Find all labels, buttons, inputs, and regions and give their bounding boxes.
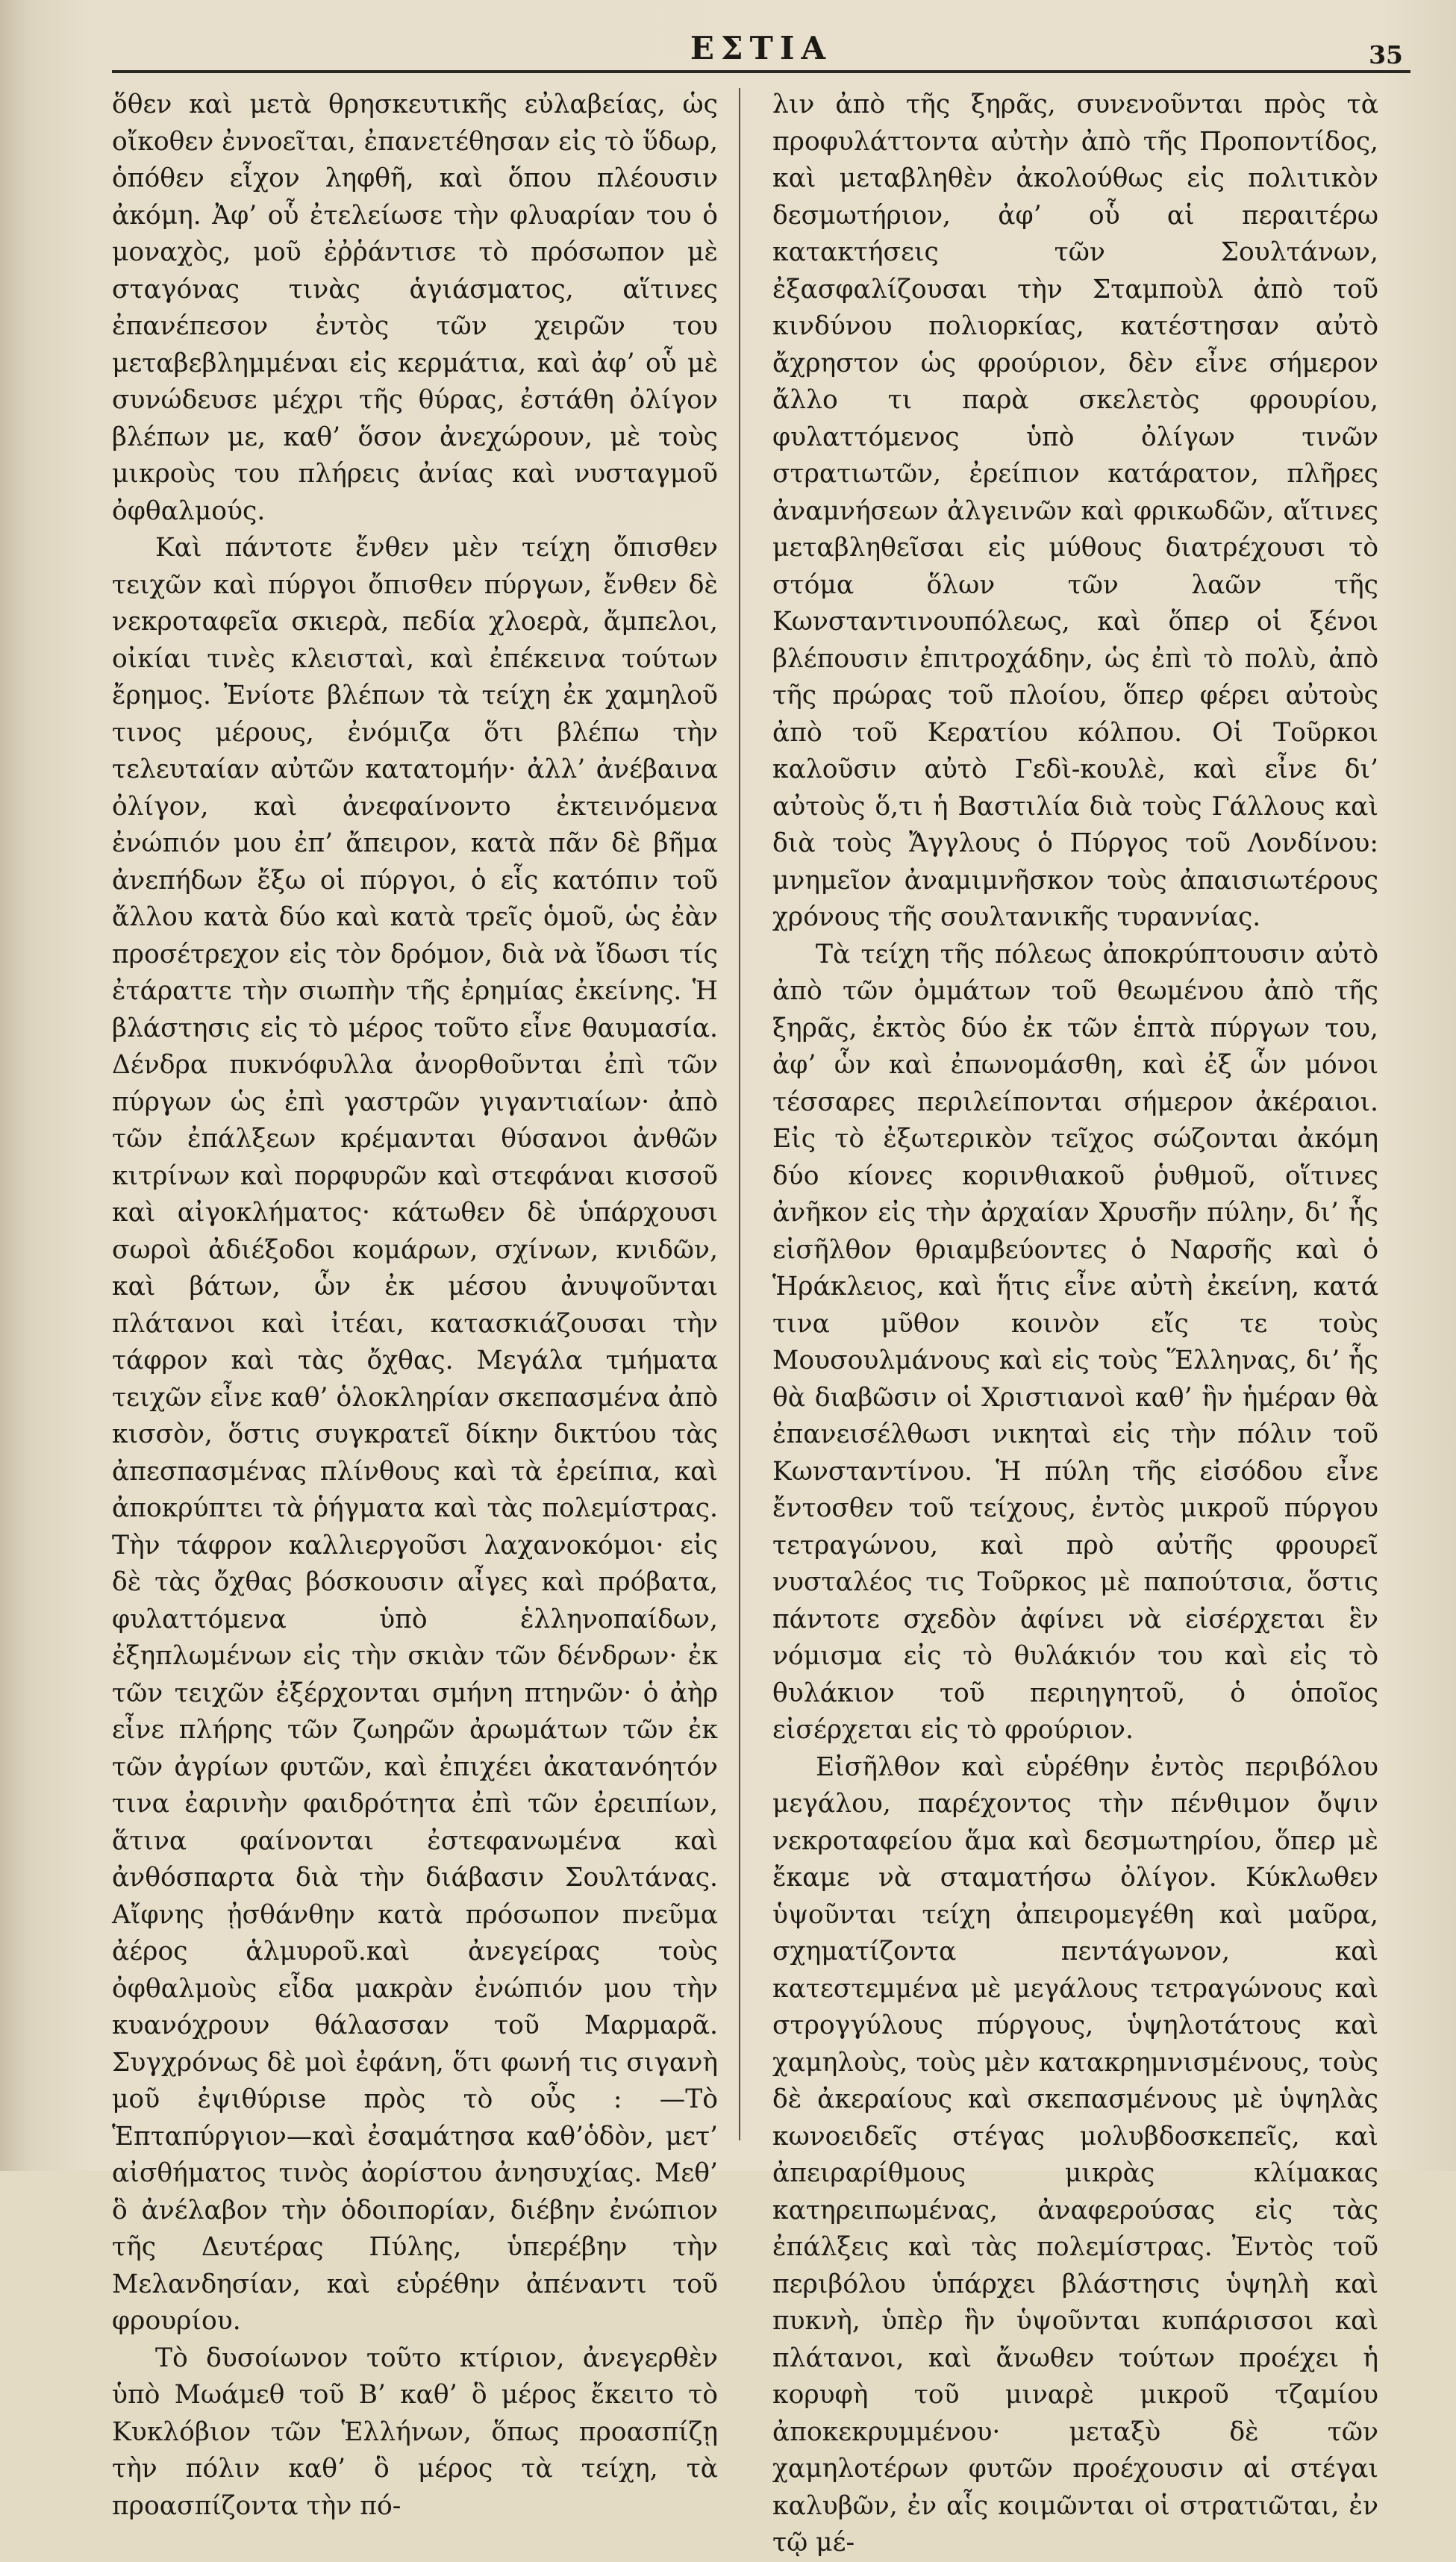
column-divider	[739, 88, 740, 2140]
right-column	[772, 87, 1378, 2562]
left-paragraph-3: Τὸ δυσοίωνον τοῦτο κτίριον, ἀνεγερθὲν ὑπὸ Μωάμεθ τοῦ Β’ καθ’ ὃ μέρος ἔκειτο τὸ Κυκλόβιον τῶν Ἑλλήνων, ὅπως προασπίζῃ τὴν πόλιν καθ’ ὃ μέρος τὰ τείχη, τὰ προασπίζοντα τὴν πό-	[112, 2343, 718, 2521]
left-paragraph-2: Καὶ πάντοτε ἔνθεν μὲν τείχη ὄπισθεν τειχῶν καὶ πύργοι ὄπισθεν πύργων, ἔνθεν δὲ νεκροταφεῖα σκιερὰ, πεδία χλοερὰ, ἄμπελοι, οἰκίαι τινὲς κλεισταὶ, καὶ ἐπέκεινα τούτων ἔρημος. Ἐνίοτε βλέπων τὰ τείχη ἐκ χαμηλοῦ τινος μέρους, ἐνόμιζα ὅτι βλέπω τὴν τελευταίαν αὐτῶν κατατομήν· ἀλλ’ ἀνέβαινα ὀλίγον, καὶ ἀνεφαίνοντο ἐκτεινόμενα ἐνώπιόν μου ἐπ’ ἄπειρον, κατὰ πᾶν δὲ βῆμα ἀνεπήδων ἔξω οἱ πύργοι, ὁ εἷς κατόπιν τοῦ ἄλλου κατὰ δύο καὶ κατὰ τρεῖς ὁμοῦ, ὡς ἐὰν προσέτρεχον εἰς τὸν δρόμον, διὰ νὰ ἴδωσι τίς ἐτάραττε τὴν σιωπὴν τῆς ἐρημίας ἐκείνης. Ἡ βλάστησις εἰς τὸ μέρος τοῦτο εἶνε θαυμασία. Δένδρα πυκνόφυλλα ἀνορθοῦνται ἐπὶ τῶν πύργων ὡς ἐπὶ γαστρῶν γιγαντιαίων· ἀπὸ τῶν ἐπάλξεων κρέμανται θύσανοι ἀνθῶν κιτρίνων καὶ πορφυρῶν καὶ στεφάναι κισσοῦ καὶ αἰγοκλήματος· κάτωθεν δὲ ὑπάρχουσι σωροὶ ἀδιέξοδοι κομάρων, σχίνων, κνιδῶν, καὶ βάτων, ὧν ἐκ μέσου ἀνυψοῦνται πλάτανοι καὶ ἰτέαι, κατασκιάζουσαι τὴν τάφρον καὶ τὰς ὄχθας. Μεγάλα τμήματα τειχῶν εἶνε καθ’ ὁλοκληρίαν σκεπασμένα ἀπὸ κισσὸν, ὅστις συγκρατεῖ δίκην δικτύου τὰς ἀπεσπασμένας πλίνθους καὶ τὰ ἐρείπια, καὶ ἀποκρύπτει τὰ ῥήγματα καὶ τὰς πολεμίστρας. Τὴν τάφρον καλλιεργοῦσι λαχανοκόμοι· εἰς δὲ τὰς ὄχθας βόσκουσιν αἶγες καὶ πρόβατα, φυλαττόμενα ὑπὸ ἑλληνοπαίδων, ἐξηπλωμένων εἰς τὴν σκιὰν τῶν δένδρων· ἐκ τῶν τειχῶν ἐξέρχονται σμήνη πτηνῶν· ὁ ἀὴρ εἶνε πλήρης τῶν ζωηρῶν ἀρωμάτων τῶν ἐκ τῶν ἀγρίων φυτῶν, καὶ ἐπιχέει ἀκατανόητόν τινα ἐαρινὴν φαιδρότητα ἐπὶ τῶν ἐρειπίων, ἅτινα φαίνονται ἐστεφανωμένα καὶ ἀνθόσπαρτα διὰ τὴν διάβασιν Σουλτάνας. Αἴφνης ᾐσθάνθην κατὰ πρόσωπον πνεῦμα ἀέρος ἁλμυροῦ.καὶ ἀνεγείρας τοὺς ὀφθαλμοὺς εἶδα μακρὰν ἐνώπιόν μου τὴν κυανόχρουν θάλασσαν τοῦ Μαρμαρᾶ. Συγχρόνως δὲ μοὶ ἐφάνη, ὅτι φωνή τις σιγανὴ μοῦ ἐψιθύριse πρὸς τὸ οὖς : —Τὸ Ἑπταπύργιον—καὶ ἐσαμάτησα καθ’ὁδὸν, μετ’ αἰσθήματος τινὸς ἀορίστου ἀνησυχίας. Μεθ’ ὃ ἀνέλαβον τὴν ὁδοιπορίαν, διέβην ἐνώπιον τῆς Δευτέρας Πύλης, ὑπερέβην τὴν Μελανδησίαν, καὶ εὑρέθην ἀπέναντι τοῦ φρουρίου.	[112, 533, 718, 2336]
left-column	[112, 87, 718, 2525]
left-paragraph-1: ὅθεν καὶ μετὰ θρησκευτικῆς εὐλαβείας, ὡς οἴκοθεν ἐννοεῖται, ἐπανετέθησαν εἰς τὸ ὕδωρ, ὁπόθεν εἶχον ληφθῆ, καὶ ὅπου πλέουσιν ἀκόμη. Ἀφ’ οὗ ἐτελείωσε τὴν φλυαρίαν του ὁ μοναχὸς, μοῦ ἐῤῥάντισε τὸ πρόσωπον μὲ σταγόνας τινὰς ἁγιάσματος, αἵτινες ἐπανέπεσον ἐντὸς τῶν χειρῶν του μεταβεβλημμέναι εἰς κερμάτια, καὶ ἀφ’ οὗ μὲ συνώδευσε μέχρι τῆς θύρας, ἐστάθη ὀλίγον βλέπων με, καθ’ ὅσον ἀνεχώρουν, μὲ τοὺς μικροὺς του πλήρεις ἀνίας καὶ νυσταγμοῦ ὀφθαλμούς.	[112, 90, 718, 526]
running-title: ΕΣΤΙΑ	[690, 30, 833, 66]
right-paragraph-2: Τὰ τείχη τῆς πόλεως ἀποκρύπτουσιν αὐτὸ ἀπὸ τῶν ὀμμάτων τοῦ θεωμένου ἀπὸ τῆς ξηρᾶς, ἐκτὸς δύο ἐκ τῶν ἑπτὰ πύργων του, ἀφ’ ὧν καὶ ἐπωνομάσθη, καὶ ἐξ ὧν μόνοι τέσσαρες περιλείπονται σήμερον ἀκέραιοι. Εἰς τὸ ἐξωτερικὸν τεῖχος σώζονται ἀκόμη δύο κίονες κορινθιακοῦ ῥυθμοῦ, οἵτινες ἀνῆκον εἰς τὴν ἀρχαίαν Χρυσῆν πύλην, δι’ ἧς εἰσῆλθον θριαμβεύοντες ὁ Ναρσῆς καὶ ὁ Ἡράκλειος, καὶ ἥτις εἶνε αὐτὴ ἐκείνη, κατά τινα μῦθον κοινὸν εἴς τε τοὺς Μουσουλμάνους καὶ εἰς τοὺς Ἕλληνας, δι’ ἧς θὰ διαβῶσιν οἱ Χριστιανοὶ καθ’ ἣν ἡμέραν θὰ ἐπανεισέλθωσι νικηταὶ εἰς τὴν πόλιν τοῦ Κωνσταντίνου. Ἡ πύλη τῆς εἰσόδου εἶνε ἔντοσθεν τοῦ τείχους, ἐντὸς μικροῦ πύργου τετραγώνου, καὶ πρὸ αὐτῆς φρουρεῖ νυσταλέος τις Τοῦρκος μὲ παπούτσια, ὅστις πάντοτε σχεδὸν ἀφίνει νὰ εἰσέρχεται ἓν νόμισμα εἰς τὸ θυλάκιόν του καὶ εἰς τὸ θυλάκιον τοῦ περιηγητοῦ, ὁ ὁποῖος εἰσέρχεται εἰς τὸ φρούριον.	[772, 939, 1378, 1745]
header-rule	[112, 70, 1410, 73]
right-paragraph-1: λιν ἀπὸ τῆς ξηρᾶς, συνενοῦνται πρὸς τὰ προφυλάττοντα αὐτὴν ἀπὸ τῆς Προποντίδος, καὶ μεταβληθὲν ἀκολούθως εἰς πολιτικὸν δεσμωτήριον, ἀφ’ οὗ αἱ περαιτέρω κατακτήσεις τῶν Σουλτάνων, ἐξασφαλίζουσαι τὴν Σταμποὺλ ἀπὸ τοῦ κινδύνου πολιορκίας, κατέστησαν αὐτὸ ἄχρηστον ὡς φρούριον, δὲν εἶνε σήμερον ἄλλο τι παρὰ σκελετὸς φρουρίου, φυλαττόμενος ὑπὸ ὀλίγων τινῶν στρατιωτῶν, ἐρείπιον κατάρατον, πλῆρες ἀναμνήσεων ἀλγεινῶν καὶ φρικωδῶν, αἵτινες μεταβληθεῖσαι εἰς μύθους διατρέχουσι τὸ στόμα ὅλων τῶν λαῶν τῆς Κωνσταντινουπόλεως, καὶ ὅπερ οἱ ξένοι βλέπουσιν ἐπιτροχάδην, ὡς ἐπὶ τὸ πολὺ, ἀπὸ τῆς πρώρας τοῦ πλοίου, ὅπερ φέρει αὐτοὺς ἀπὸ τοῦ Κερατίου κόλπου. Οἱ Τοῦρκοι καλοῦσιν αὐτὸ Γεδὶ-κουλὲ, καὶ εἶνε δι’ αὐτοὺς ὅ,τι ἡ Βαστιλία διὰ τοὺς Γάλλους καὶ διὰ τοὺς Ἄγγλους ὁ Πύργος τοῦ Λονδίνου: μνημεῖον ἀναμιμνῆσκον τοὺς ἀπαισιωτέρους χρόνους τῆς σουλτανικῆς τυραννίας.	[772, 90, 1378, 932]
page-number: 35	[1369, 40, 1403, 69]
right-paragraph-3: Εἰσῆλθον καὶ εὑρέθην ἐντὸς περιβόλου μεγάλου, παρέχοντος τὴν πένθιμον ὄψιν νεκροταφείου ἅμα καὶ δεσμωτηρίου, ὅπερ μὲ ἔκαμε νὰ σταματήσω ὀλίγον. Κύκλωθεν ὑψοῦνται τείχη ἀπειρομεγέθη καὶ μαῦρα, σχηματίζοντα πεντάγωνον, καὶ κατεστεμμένα μὲ μεγάλους τετραγώνους καὶ στρογγύλους πύργους, ὑψηλοτάτους καὶ χαμηλοὺς, τοὺς μὲν κατακρημνισμένους, τοὺς δὲ ἀκεραίους καὶ σκεπασμένους μὲ ὑψηλὰς κωνοειδεῖς στέγας μολυβδοσκεπεῖς, καὶ ἀπειραρίθμους μικρὰς κλίμακας κατηρειπωμένας, ἀναφερούσας εἰς τὰς ἐπάλξεις καὶ τὰς πολεμίστρας. Ἐντὸς τοῦ περιβόλου ὑπάρχει βλάστησις ὑψηλὴ καὶ πυκνὴ, ὑπὲρ ἣν ὑψοῦνται κυπάρισσοι καὶ πλάτανοι, καὶ ἄνωθεν τούτων προέχει ἡ κορυφὴ τοῦ μιναρὲ μικροῦ τζαμίου ἀποκεκρυμμένου· μεταξὺ δὲ τῶν χαμηλοτέρων φυτῶν προέχουσιν αἱ στέγαι καλυβῶν, ἐν αἷς κοιμῶνται οἱ στρατιῶται, ἐν τῷ μέ-	[772, 1752, 1378, 2558]
page-header	[112, 24, 1410, 69]
